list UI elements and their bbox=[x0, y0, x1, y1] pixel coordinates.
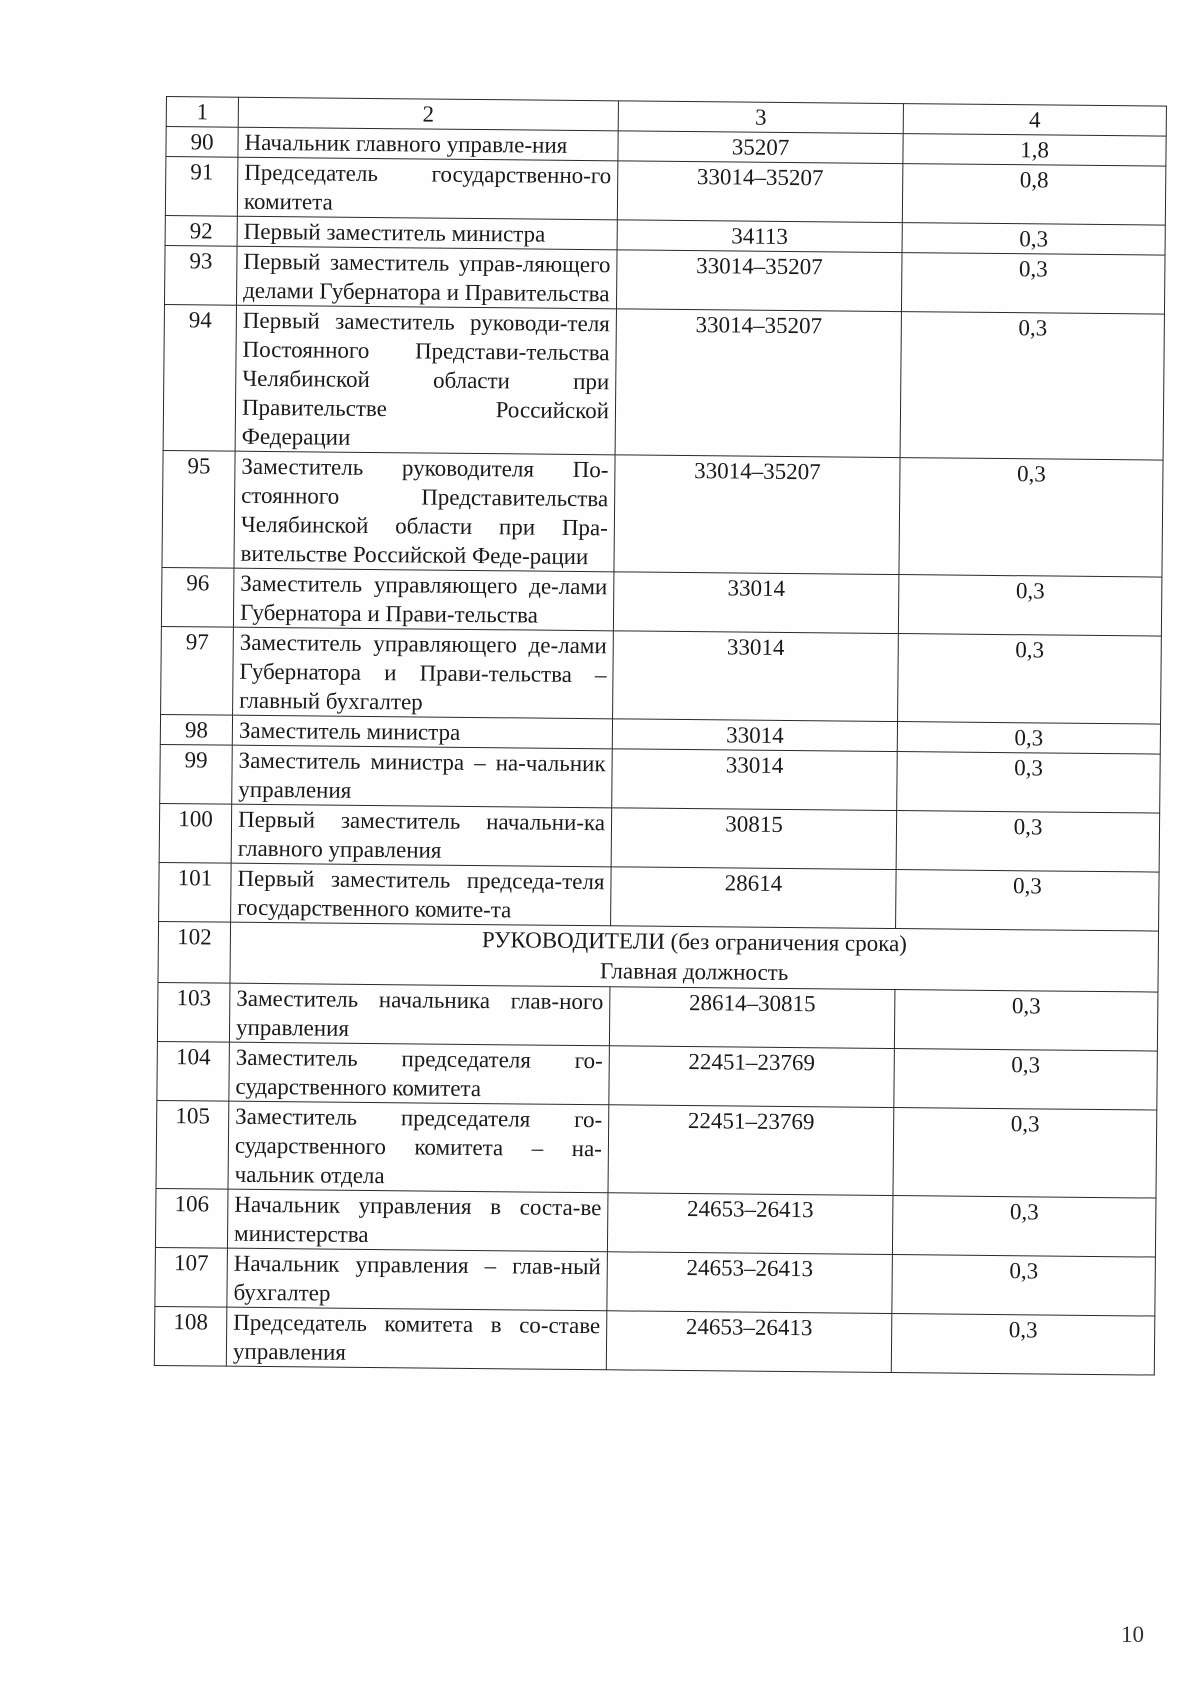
position-name: Первый заместитель управ-ляющего делами Губернатора и Правительства bbox=[236, 246, 617, 309]
coefficient: 0,3 bbox=[892, 1255, 1156, 1317]
coefficient: 0,3 bbox=[891, 1314, 1155, 1376]
coefficient: 1,8 bbox=[903, 134, 1166, 167]
position-name: Председатель государственно-го комитета bbox=[237, 157, 618, 220]
row-number: 103 bbox=[157, 982, 230, 1042]
row-number: 104 bbox=[157, 1041, 230, 1101]
page-number: 10 bbox=[1121, 1622, 1144, 1647]
table-row bbox=[155, 1247, 1156, 1316]
row-number: 98 bbox=[160, 714, 232, 745]
table-row bbox=[155, 1188, 1156, 1257]
position-name: Начальник главного управле-ния bbox=[238, 127, 618, 161]
salary-range: 34113 bbox=[617, 220, 902, 253]
row-number: 107 bbox=[155, 1247, 228, 1307]
coefficient: 0,3 bbox=[902, 223, 1165, 256]
table-row bbox=[165, 157, 1166, 226]
table-row bbox=[159, 803, 1160, 872]
coefficient: 0,3 bbox=[897, 752, 1161, 814]
row-number: 108 bbox=[154, 1306, 227, 1366]
salary-range: 35207 bbox=[618, 131, 903, 164]
coefficient: 0,3 bbox=[893, 1108, 1157, 1199]
coefficient: 0,3 bbox=[898, 575, 1162, 637]
section-header-row bbox=[158, 921, 1159, 992]
salary-range: 33014–35207 bbox=[614, 455, 900, 575]
position-name: Заместитель управляющего де-лами Губернатора и Прави-тельства bbox=[233, 568, 614, 631]
position-name: Заместитель министра bbox=[232, 715, 612, 749]
row-number: 90 bbox=[166, 127, 238, 158]
salary-range: 33014–35207 bbox=[615, 309, 901, 458]
table-row bbox=[161, 567, 1162, 636]
header-cell-3: 3 bbox=[618, 101, 903, 134]
position-name: Начальник управления – глав-ный бухгалтер bbox=[227, 1248, 608, 1311]
table-row bbox=[162, 450, 1163, 577]
row-number: 94 bbox=[163, 304, 236, 451]
salary-range: 24653–26413 bbox=[607, 1252, 893, 1314]
position-name: Заместитель председателя го-сударственного комитета – на-чальник отдела bbox=[228, 1101, 609, 1193]
position-name: Заместитель управляющего де-лами Губернатора и Прави-тельства – главный бухгалтер bbox=[233, 627, 614, 719]
salary-range: 22451–23769 bbox=[609, 1046, 895, 1108]
position-name: Председатель комитета в со-ставе управления bbox=[226, 1307, 607, 1370]
row-number: 91 bbox=[165, 157, 238, 217]
position-name: Первый заместитель министра bbox=[237, 216, 617, 250]
coefficient: 0,3 bbox=[897, 722, 1160, 755]
header-cell-4: 4 bbox=[903, 104, 1166, 137]
position-name: Заместитель начальника глав-ного управления bbox=[229, 983, 610, 1046]
table-row bbox=[160, 744, 1161, 813]
position-name: Заместитель министра – на-чальник управления bbox=[232, 745, 613, 808]
row-number: 105 bbox=[156, 1100, 229, 1189]
table-row bbox=[159, 862, 1160, 931]
table-row bbox=[161, 626, 1162, 724]
salary-range: 33014 bbox=[613, 631, 899, 722]
section-title: РУКОВОДИТЕЛИ (без ограничения срока) bbox=[481, 927, 908, 957]
row-number: 96 bbox=[161, 567, 234, 627]
header-cell-1: 1 bbox=[166, 97, 238, 128]
salary-range: 24653–26413 bbox=[606, 1311, 892, 1373]
table-row bbox=[163, 304, 1164, 460]
header-cell-2: 2 bbox=[238, 97, 618, 131]
row-number: 106 bbox=[155, 1188, 228, 1248]
coefficient: 0,3 bbox=[892, 1196, 1156, 1258]
row-number: 101 bbox=[159, 862, 232, 922]
position-name: Первый заместитель председа-теля государственного комите-та bbox=[231, 863, 612, 926]
section-subtitle: Главная должность bbox=[599, 958, 789, 986]
row-number: 93 bbox=[164, 245, 237, 305]
coefficient: 0,3 bbox=[900, 312, 1164, 461]
position-name: Заместитель председателя го-сударственного комитета bbox=[229, 1042, 610, 1105]
coefficient: 0,3 bbox=[894, 1049, 1158, 1111]
row-number: 97 bbox=[161, 626, 234, 715]
salary-range: 28614–30815 bbox=[609, 987, 895, 1049]
coefficient: 0,3 bbox=[898, 634, 1162, 725]
salary-range: 24653–26413 bbox=[607, 1193, 893, 1255]
position-name: Заместитель руководителя По-стоянного Представительства Челябинской области при Пра-вительстве Российской Феде-рации bbox=[234, 451, 615, 572]
section-title-cell bbox=[230, 922, 1159, 992]
salary-range: 22451–23769 bbox=[608, 1105, 894, 1196]
row-number: 92 bbox=[165, 215, 237, 246]
coefficient: 0,3 bbox=[899, 458, 1163, 578]
position-name: Первый заместитель руководи-теля Постоянного Представи-тельства Челябинской области при Правительстве Российской Федерации bbox=[235, 305, 616, 455]
salary-range: 33014 bbox=[612, 719, 897, 752]
row-number: 102 bbox=[158, 921, 231, 983]
table-row bbox=[154, 1306, 1155, 1375]
row-number: 95 bbox=[162, 450, 235, 568]
salary-range: 28614 bbox=[611, 867, 897, 929]
position-name: Первый заместитель начальни-ка главного управления bbox=[231, 804, 612, 867]
salary-range: 33014–35207 bbox=[617, 161, 903, 223]
table-row bbox=[157, 982, 1158, 1051]
row-number: 100 bbox=[159, 803, 232, 863]
row-number: 99 bbox=[160, 744, 233, 804]
table-row bbox=[164, 245, 1165, 314]
position-name: Начальник управления в соста-ве министерства bbox=[227, 1189, 608, 1252]
salary-range: 33014 bbox=[613, 572, 899, 634]
table-row bbox=[157, 1041, 1158, 1110]
table-row bbox=[156, 1100, 1157, 1198]
coefficient: 0,3 bbox=[894, 990, 1158, 1052]
coefficient: 0,8 bbox=[902, 164, 1166, 226]
salary-range: 33014 bbox=[612, 749, 898, 811]
coefficient: 0,3 bbox=[896, 811, 1160, 873]
salary-range: 30815 bbox=[611, 808, 897, 870]
coefficient: 0,3 bbox=[896, 870, 1160, 932]
salary-range: 33014–35207 bbox=[616, 250, 902, 312]
coefficient: 0,3 bbox=[901, 253, 1165, 315]
positions-table bbox=[154, 96, 1167, 1376]
